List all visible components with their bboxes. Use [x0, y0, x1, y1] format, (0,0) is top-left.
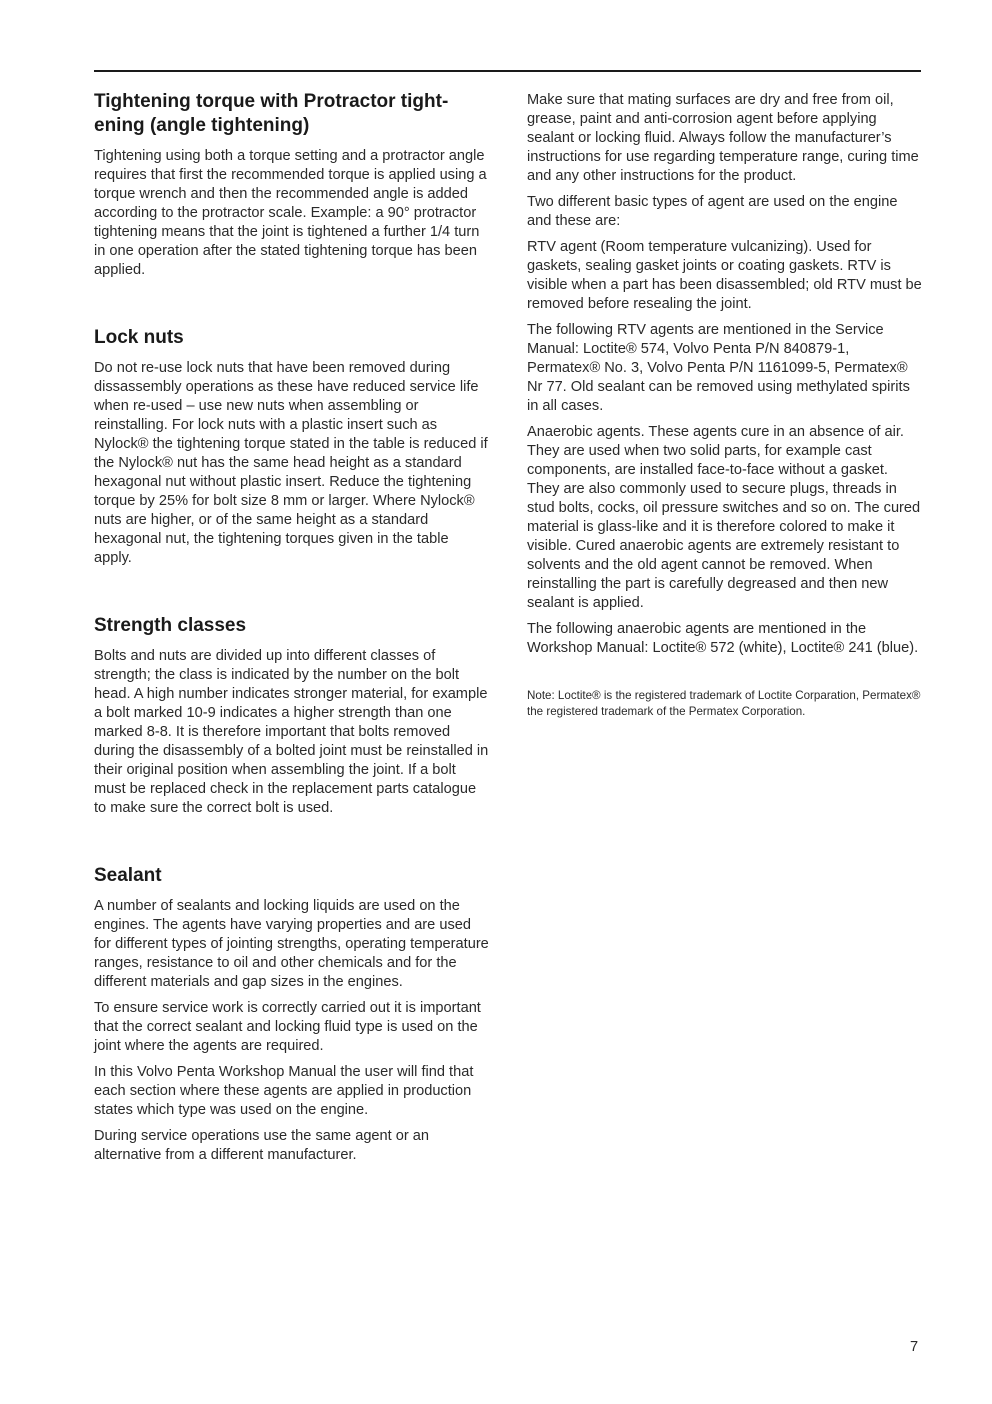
header-rule — [94, 70, 921, 72]
paragraph: In this Volvo Penta Workshop Manual the user will find that each section where these agents are applied in production states which type was used on the engine. — [94, 1064, 474, 1118]
paragraph: Two different basic types of agent are used on the engine and these are: — [527, 194, 898, 229]
paragraph: To ensure service work is correctly carried out it is important that the correct sealant and locking fluid type is used on the joint where the agents are required. — [94, 1000, 481, 1054]
paragraph: Make sure that mating surfaces are dry and free from oil, grease, paint and anti-corrosion agent before applying sealant or locking fluid. Always follow the manufacturer’s instructions for use regarding temperature range, curing time and any other instructions for the product. — [527, 92, 919, 184]
paragraph: Anaerobic agents. These agents cure in an absence of air. They are used when two solid parts, for example cast components, are installed face-to-face without a gasket. They are also commonly used to secure plugs, threads in stud bolts, cocks, oil pressure switches and so on. The cured material is glass-like and it is therefore colored to make it visible. Cured anaerobic agents are extremely resistant to solvents and the old agent cannot be removed. When reinstalling the part is carefully degreased and then new sealant is applied. — [527, 424, 921, 611]
section-sealant — [94, 864, 490, 1165]
paragraph: RTV agent (Room temperature vulcanizing). Used for gaskets, sealing gasket joints or coating gaskets. RTV is visible when a part has been disassembled; old RTV must be removed before resealing the joint. — [527, 239, 922, 312]
section-heading-sealant: Sealant — [94, 865, 162, 886]
paragraph: Do not re-use lock nuts that have been removed during dissassembly operations as these have reduced service life when re-used – use new nuts when assembling or reinstalling. For lock nuts with a plastic insert such as Nylock® the tightening torque stated in the table is reduced if the Nylock® nut has the same head height as a standard hexagonal nut without plastic insert. Reduce the tightening torque by 25% for bolt size 8 mm or larger. Where Nylock® nuts are higher, or of the same height as a standard hexagonal nut, the tightening torques given in the table apply. — [94, 360, 488, 566]
section-heading-angle-tightening — [94, 90, 490, 138]
paragraph: The following RTV agents are mentioned in the Service Manual: Loctite® 574, Volvo Penta P/N 840879-1, Permatex® No. 3, Volvo Penta P/N 1161099-5, Permatex® Nr 77. Old sealant can be removed using methylated spirits in all cases. — [527, 322, 910, 414]
section-strength-classes — [94, 614, 490, 818]
left-column — [94, 90, 490, 1211]
trademark-note: Note: Loctite® is the registered trademark of Loctite Corparation, Permatex® the registered trademark of the Permatex Corporation. — [527, 689, 921, 718]
paragraph: Tightening using both a torque setting and a protractor angle requires that first the recommended torque is applied using a torque wrench and then the recommended angle is added according to the protractor scale. Example: a 90° protractor tightening means that the joint is tightened a further 1/4 turn in one operation after the stated tightening torque has been applied. — [94, 148, 487, 278]
paragraph: Bolts and nuts are divided up into different classes of strength; the class is indicated by the number on the bolt head. A high number indicates stronger material, for example a bolt marked 10-9 indicates a higher strength than one marked 8-8. It is therefore important that bolts removed during the disassembly of a bolted joint must be reinstalled in their original position when assembling the joint. If a bolt must be replaced check in the replacement parts catalogue to make sure the correct bolt is used. — [94, 648, 489, 816]
paragraph: During service operations use the same agent or an alternative from a different manufacturer. — [94, 1128, 430, 1163]
section-heading-lock-nuts: Lock nuts — [94, 327, 184, 348]
paragraph: A number of sealants and locking liquids are used on the engines. The agents have varying properties and are used for different types of jointing strengths, operating temperature ranges, resistance to oil and other chemicals and for the different materials and gap sizes in the engines. — [94, 898, 489, 990]
section-heading-strength-classes: Strength classes — [94, 615, 247, 636]
section-angle-tightening — [94, 90, 490, 280]
section-lock-nuts — [94, 326, 490, 568]
right-column — [527, 91, 923, 720]
paragraph: The following anaerobic agents are mentioned in the Workshop Manual: Loctite® 572 (white), Loctite® 241 (blue). — [527, 621, 919, 656]
heading-text: Tightening torque with Protractor tight- ening (angle tightening) — [94, 91, 449, 136]
page-number: 7 — [910, 1339, 919, 1355]
